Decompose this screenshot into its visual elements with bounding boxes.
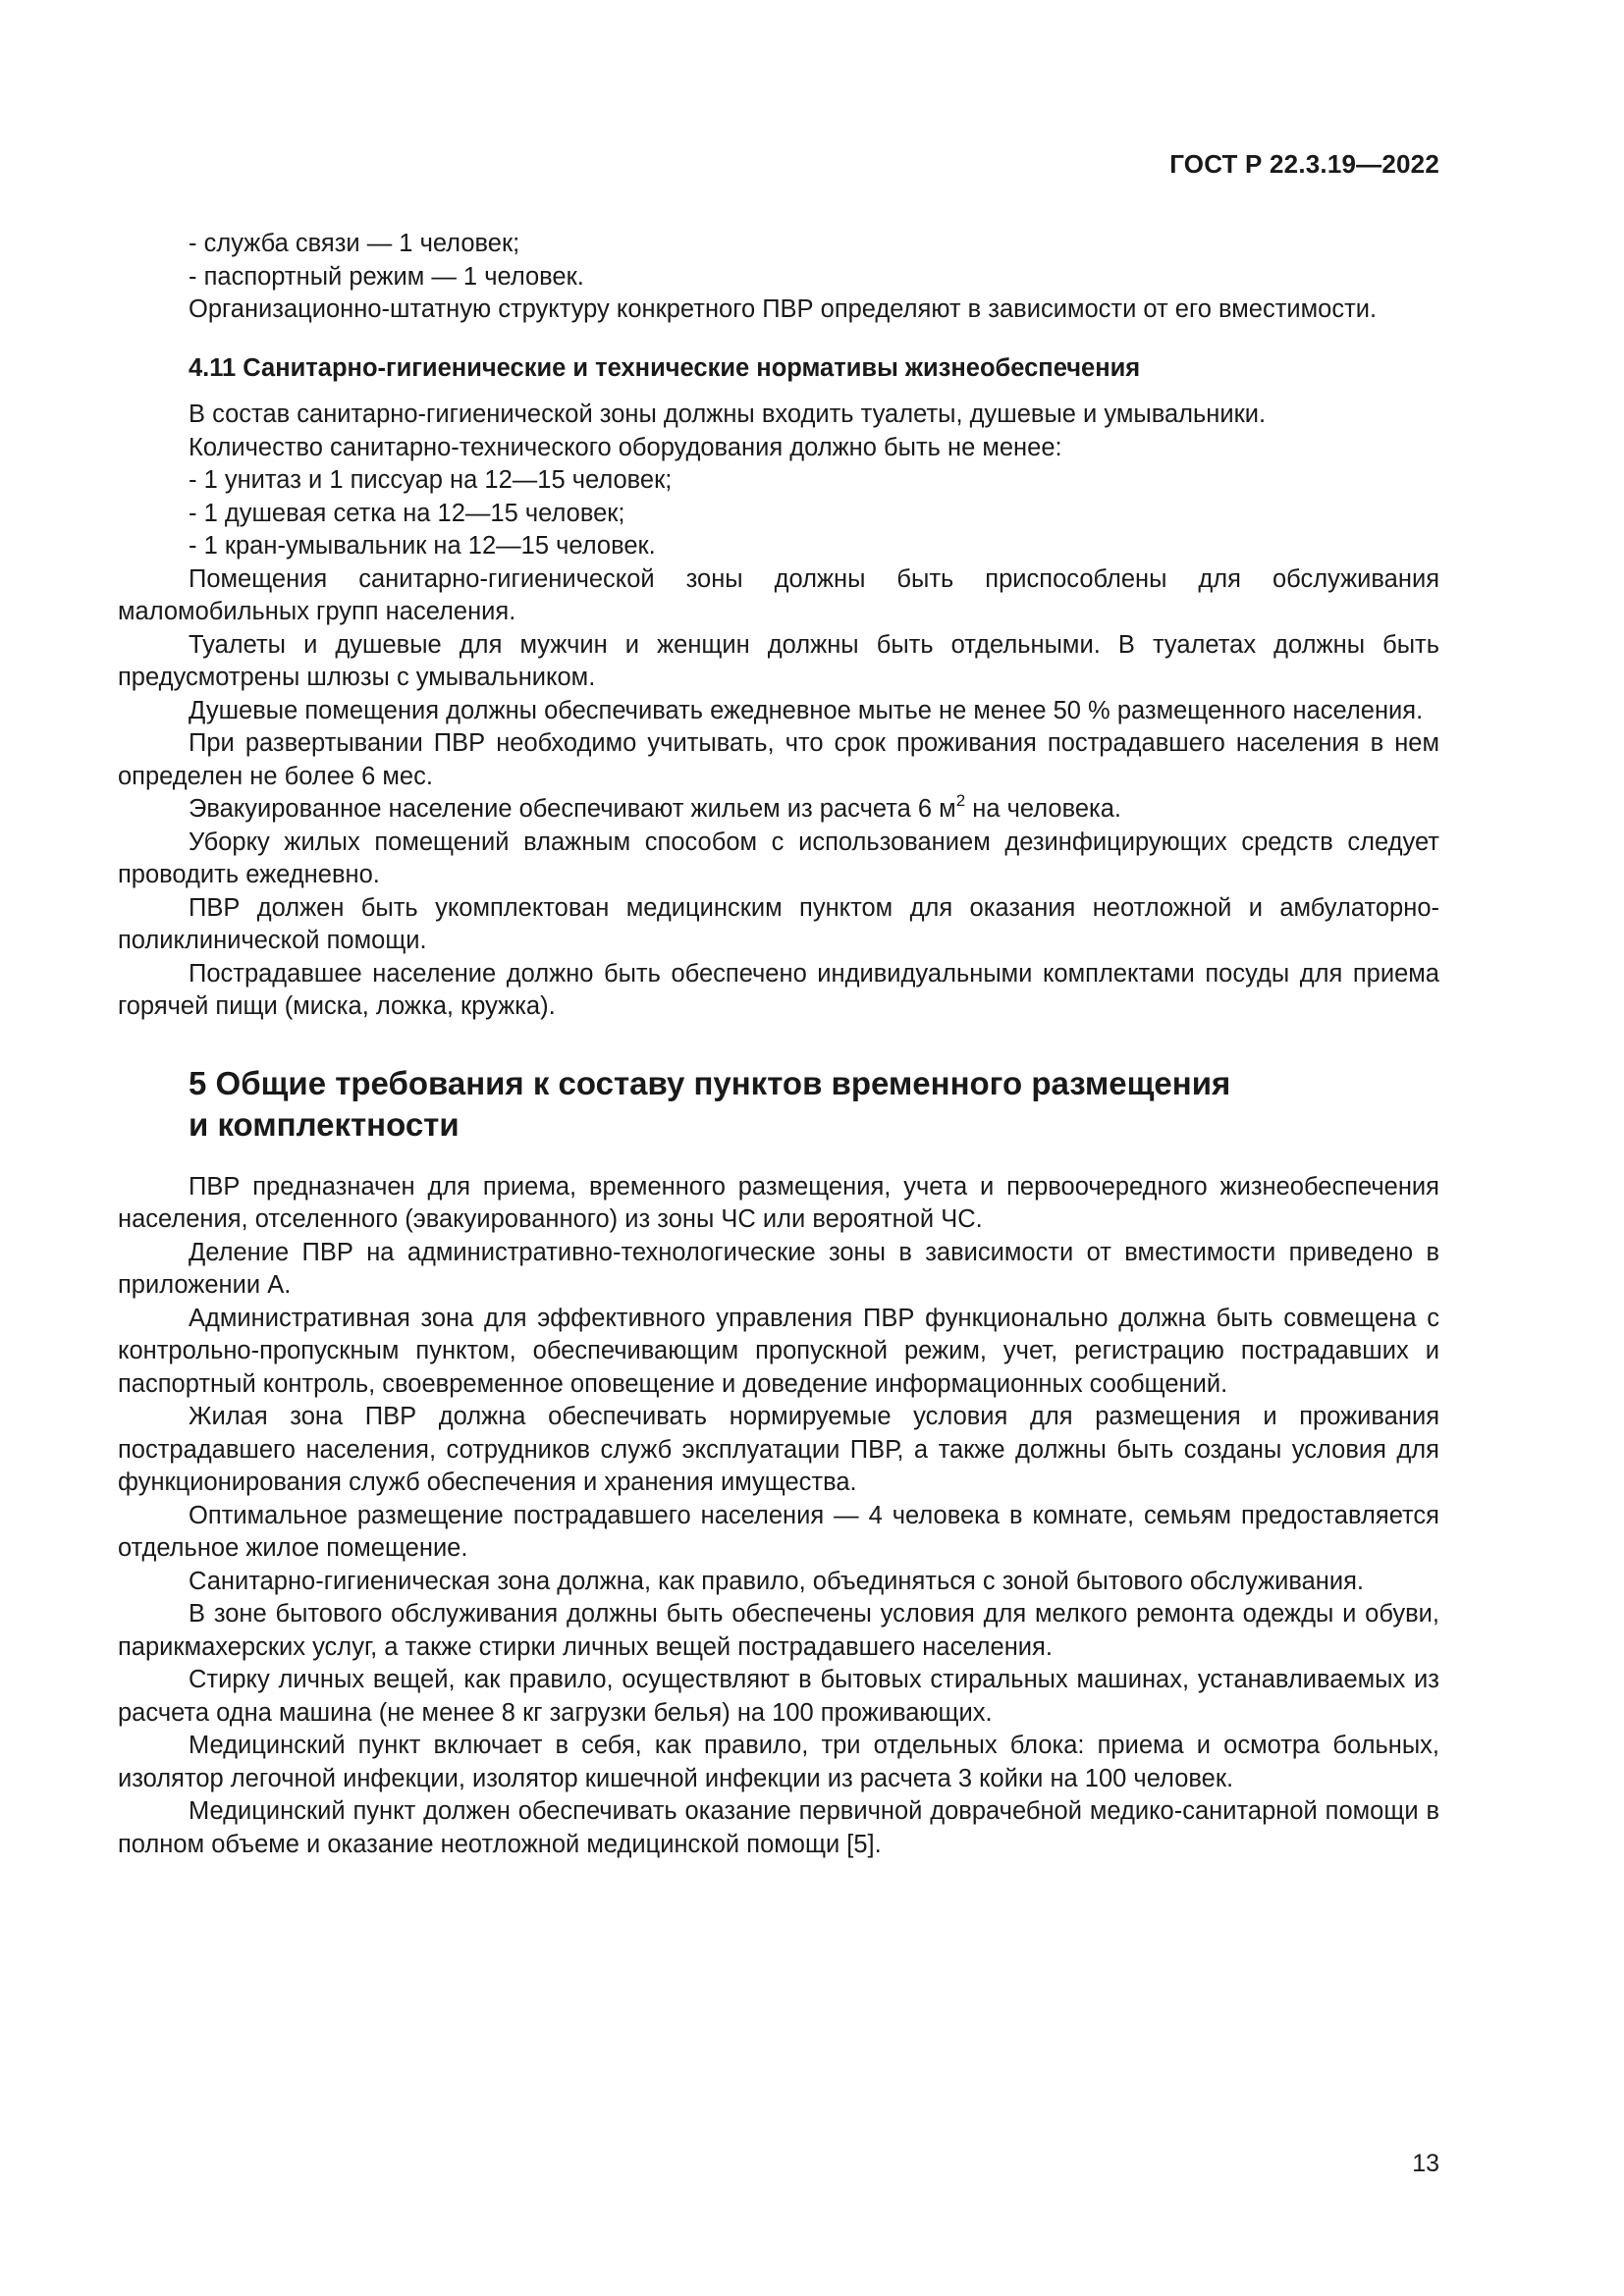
paragraph: Медицинский пункт включает в себя, как правило, три отдельных блока: приема и осмотра больных, изолятор легочной инфекции, изолятор кишечной инфекции из расчета 3 койки на 100 человек.	[118, 1732, 1439, 1792]
section-title: 5 Общие требования к составу пунктов временного размещения	[189, 1064, 1231, 1101]
page-number: 13	[1412, 2150, 1439, 2177]
paragraph: Стирку личных вещей, как правило, осуществляют в бытовых стиральных машинах, устанавливаемых из расчета одна машина (не менее 8 кг загрузки белья) на 100 проживающих.	[118, 1666, 1439, 1727]
housing-superscript: 2	[955, 790, 966, 810]
paragraph: В зоне бытового обслуживания должны быть обеспечены условия для мелкого ремонта одежды и обуви, парикмахерских услуг, а также стирки личных вещей пострадавшего населения.	[118, 1600, 1439, 1661]
document-header: ГОСТ Р 22.3.19—2022	[1169, 149, 1439, 179]
list-item: - служба связи — 1 человек;	[189, 230, 520, 257]
paragraph: Административная зона для эффективного управления ПВР функционально должна быть совмещена с контрольно-пропускным пунктом, обеспечивающим пропускной режим, учет, регистрацию пострадавших и паспортный контроль, своевременное оповещение и доведение информационных сообщений.	[118, 1304, 1439, 1398]
list-item: - паспортный режим — 1 человек.	[189, 262, 584, 291]
housing-text: Эвакуированное население обеспечивают жильем из расчета 6 м	[189, 795, 956, 823]
list-item: - 1 душевая сетка на 12—15 человек;	[189, 499, 625, 527]
paragraph-housing	[118, 790, 1439, 827]
paragraph: В состав санитарно-гигиенической зоны должны входить туалеты, душевые и умывальники.	[189, 400, 1267, 428]
paragraph: При развертывании ПВР необходимо учитывать, что срок проживания пострадавшего населения в нем определен не более 6 мес.	[118, 729, 1439, 790]
paragraph: Уборку жилых помещений влажным способом с использованием дезинфицирующих средств следует проводить ежедневно.	[118, 828, 1439, 888]
paragraph: Туалеты и душевые для мужчин и женщин должны быть отдельными. В туалетах должны быть предусмотрены шлюзы с умывальником.	[118, 630, 1439, 691]
paragraph: Санитарно-гигиеническая зона должна, как правило, объединяться с зоной бытового обслуживания.	[189, 1567, 1364, 1595]
subsection-title: 4.11 Санитарно-гигиенические и технические нормативы жизнеобеспечения	[189, 353, 1141, 382]
paragraph: Жилая зона ПВР должна обеспечивать нормируемые условия для размещения и проживания пострадавшего населения, сотрудников служб эксплуатации ПВР, а также должны быть созданы условия для функционирования служб обеспечения и хранения имущества.	[118, 1403, 1439, 1496]
document-body	[118, 228, 1439, 1861]
section-title-cont: и комплектности	[189, 1105, 460, 1143]
paragraph: Организационно-штатную структуру конкретного ПВР определяют в зависимости от его вместимости.	[189, 295, 1378, 323]
list-item: - 1 кран-умывальник на 12—15 человек.	[189, 532, 656, 560]
paragraph: ПВР предназначен для приема, временного размещения, учета и первоочередного жизнеобеспечения населения, отселенного (эвакуированного) из зоны ЧС или вероятной ЧС.	[118, 1172, 1439, 1233]
paragraph: Количество санитарно-технического оборудования должно быть не менее:	[189, 433, 1062, 461]
paragraph: Душевые помещения должны обеспечивать ежедневное мытье не менее 50 % размещенного населения.	[189, 696, 1424, 724]
paragraph: Помещения санитарно-гигиенической зоны должны быть приспособлены для обслуживания маломобильных групп населения.	[118, 564, 1439, 625]
paragraph: ПВР должен быть укомплектован медицинским пунктом для оказания неотложной и амбулаторно-поликлинической помощи.	[118, 893, 1439, 954]
housing-text-end: на человека.	[965, 795, 1121, 823]
paragraph: Медицинский пункт должен обеспечивать оказание первичной доврачебной медико-санитарной помощи в полном объеме и оказание неотложной медицинской помощи [5].	[118, 1797, 1439, 1858]
paragraph: Деление ПВР на административно-технологические зоны в зависимости от вместимости приведено в приложении А.	[118, 1238, 1439, 1299]
paragraph: Пострадавшее население должно быть обеспечено индивидуальными комплектами посуды для приема горячей пищи (миска, ложка, кружка).	[118, 959, 1439, 1020]
list-item: - 1 унитаз и 1 писсуар на 12—15 человек;	[189, 466, 673, 494]
paragraph: Оптимальное размещение пострадавшего населения — 4 человека в комнате, семьям предоставляется отдельное жилое помещение.	[118, 1501, 1439, 1562]
